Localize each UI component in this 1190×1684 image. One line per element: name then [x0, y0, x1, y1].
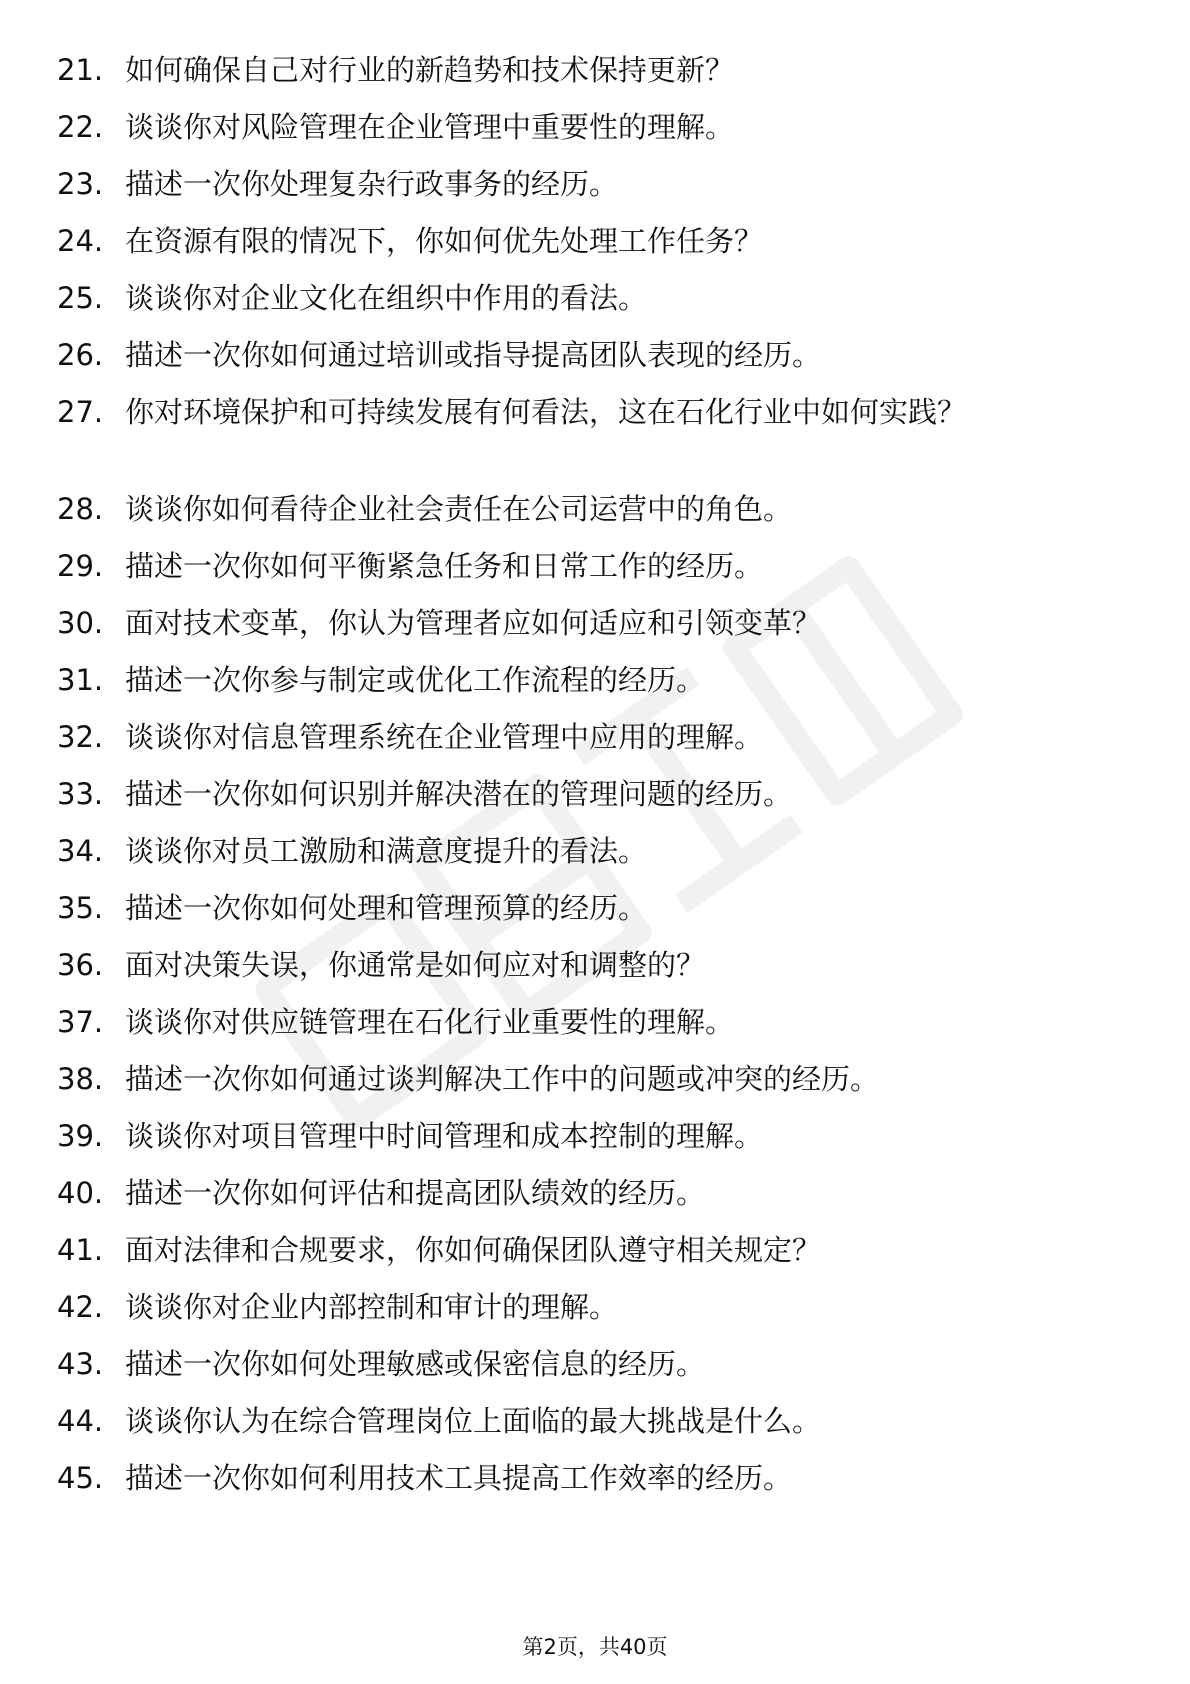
question-text: 描述一次你如何平衡紧急任务和日常工作的经历。 [125, 549, 764, 583]
question-text: 在资源有限的情况下，你如何优先处理工作任务？ [125, 224, 764, 258]
question-text: 谈谈你对项目管理中时间管理和成本控制的理解。 [125, 1119, 764, 1153]
question-number: 33. [57, 777, 104, 811]
question-text: 面对技术变革，你认为管理者应如何适应和引领变革？ [125, 606, 822, 640]
question-text: 描述一次你如何评估和提高团队绩效的经历。 [125, 1176, 706, 1210]
question-number: 34. [57, 834, 104, 868]
question-number: 32. [57, 720, 104, 754]
question-text: 谈谈你对供应链管理在石化行业重要性的理解。 [125, 1005, 735, 1039]
question-text: 描述一次你如何识别并解决潜在的管理问题的经历。 [125, 777, 793, 811]
question-number: 40. [57, 1176, 104, 1210]
question-number: 42. [57, 1290, 104, 1324]
question-number: 26. [57, 338, 104, 372]
question-text: 谈谈你如何看待企业社会责任在公司运营中的角色。 [125, 492, 793, 526]
question-number: 43. [57, 1347, 104, 1381]
question-text: 谈谈你对企业内部控制和审计的理解。 [125, 1290, 619, 1324]
question-text: 描述一次你处理复杂行政事务的经历。 [125, 167, 619, 201]
question-number: 30. [57, 606, 104, 640]
question-number: 31. [57, 663, 104, 697]
question-text: 谈谈你对企业文化在组织中作用的看法。 [125, 281, 648, 315]
question-number: 37. [57, 1005, 104, 1039]
question-number: 23. [57, 167, 104, 201]
question-text: 谈谈你对信息管理系统在企业管理中应用的理解。 [125, 720, 764, 754]
question-number: 21. [57, 53, 104, 87]
question-text: 描述一次你参与制定或优化工作流程的经历。 [125, 663, 706, 697]
question-number: 22. [57, 110, 104, 144]
question-number: 28. [57, 492, 104, 526]
question-number: 38. [57, 1062, 104, 1096]
question-text: 描述一次你如何处理敏感或保密信息的经历。 [125, 1347, 706, 1381]
question-text: 描述一次你如何处理和管理预算的经历。 [125, 891, 648, 925]
question-text: 描述一次你如何通过培训或指导提高团队表现的经历。 [125, 338, 822, 372]
question-text: 谈谈你认为在综合管理岗位上面临的最大挑战是什么。 [125, 1404, 822, 1438]
question-text: 描述一次你如何通过谈判解决工作中的问题或冲突的经历。 [125, 1062, 880, 1096]
question-text: 你对环境保护和可持续发展有何看法，这在石化行业中如何实践？ [125, 395, 967, 429]
page-number-label: 第2页，共40页 [522, 1635, 668, 1659]
question-text: 谈谈你对员工激励和满意度提升的看法。 [125, 834, 648, 868]
question-text: 面对决策失误，你通常是如何应对和调整的？ [125, 948, 706, 982]
question-number: 41. [57, 1233, 104, 1267]
question-number: 35. [57, 891, 104, 925]
question-number: 36. [57, 948, 104, 982]
question-text: 谈谈你对风险管理在企业管理中重要性的理解。 [125, 110, 735, 144]
question-number: 29. [57, 549, 104, 583]
page-footer [0, 1633, 1190, 1661]
question-number: 39. [57, 1119, 104, 1153]
question-text: 如何确保自己对行业的新趋势和技术保持更新？ [125, 53, 735, 87]
question-number: 27. [57, 395, 104, 429]
question-text: 描述一次你如何利用技术工具提高工作效率的经历。 [125, 1461, 793, 1495]
question-number: 44. [57, 1404, 104, 1438]
question-number: 45. [57, 1461, 104, 1495]
question-number: 25. [57, 281, 104, 315]
question-text: 面对法律和合规要求，你如何确保团队遵守相关规定？ [125, 1233, 822, 1267]
question-number: 24. [57, 224, 104, 258]
